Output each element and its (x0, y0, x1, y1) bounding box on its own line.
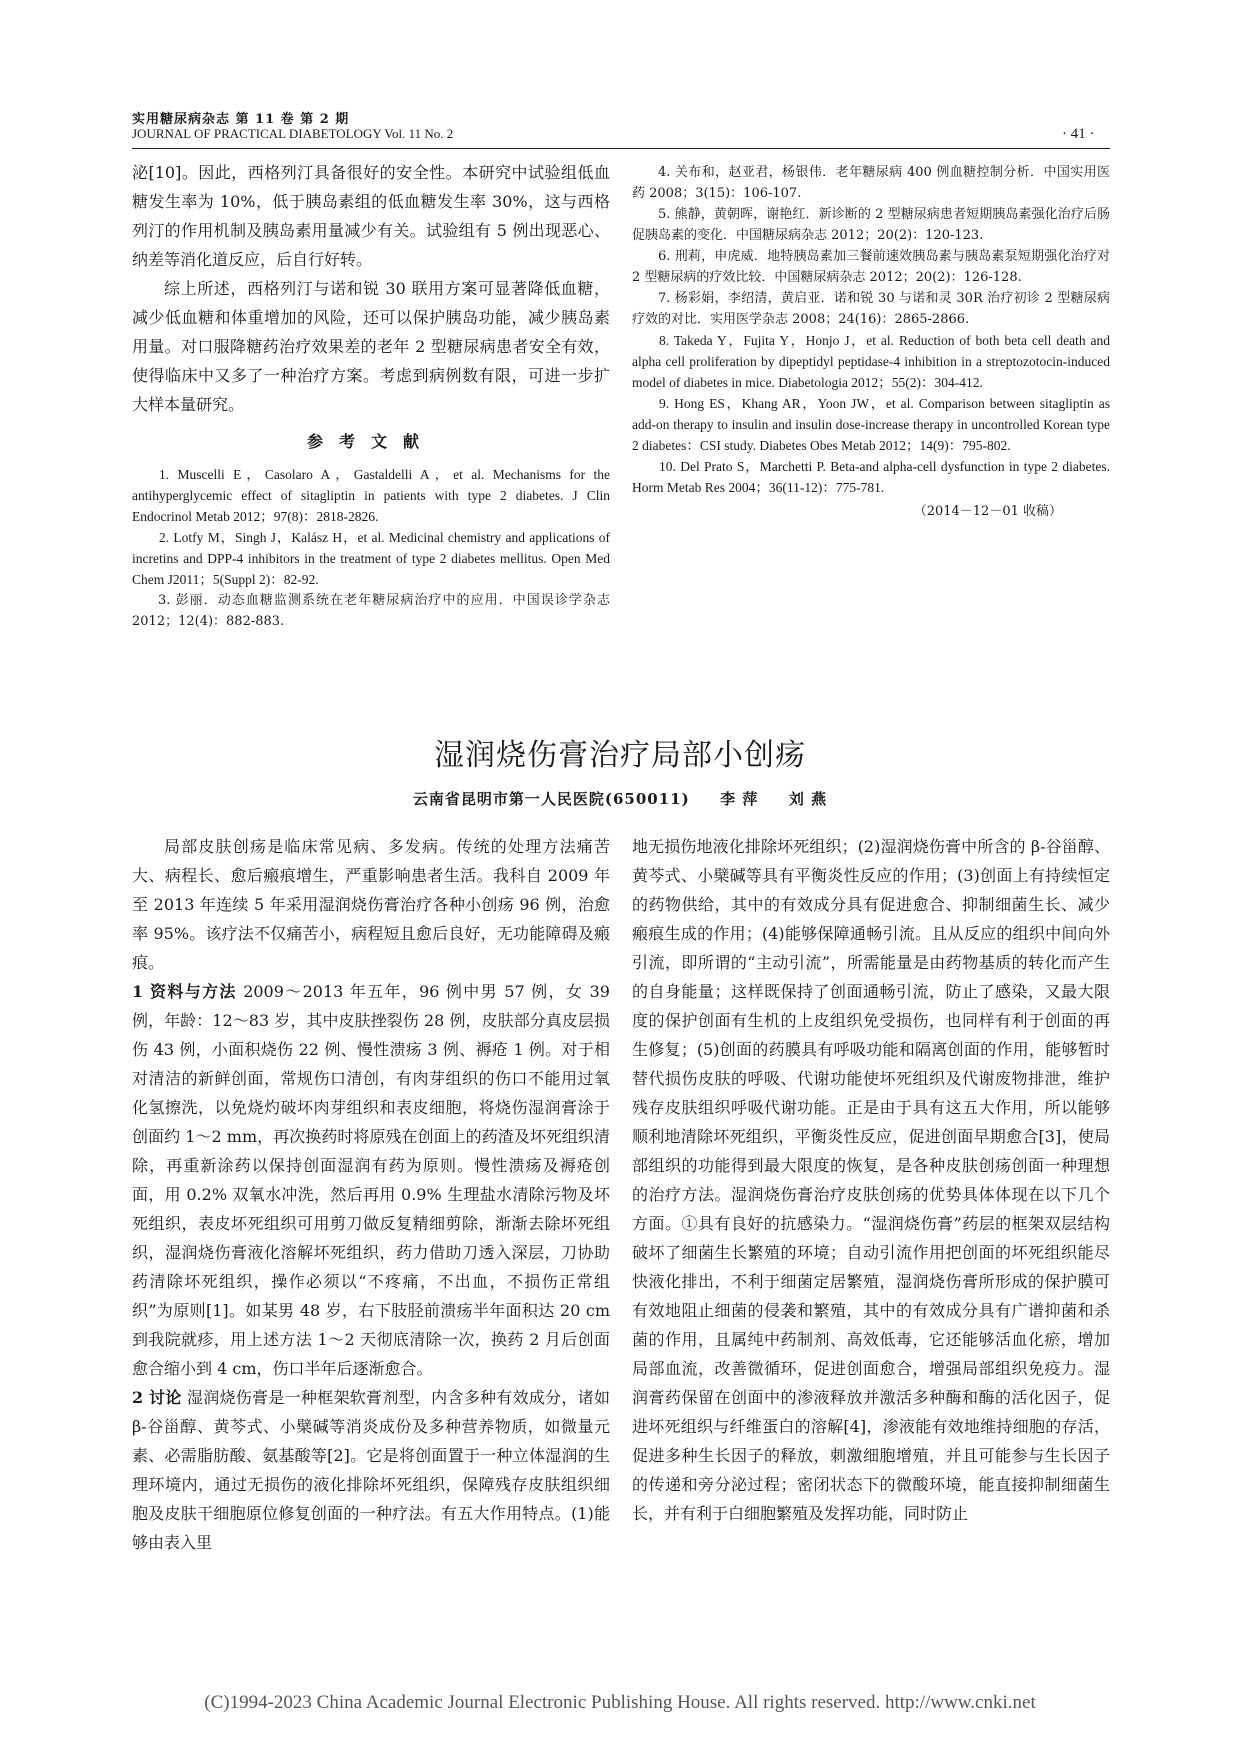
prev-paragraph-2: 综上所述，西格列汀与诺和锐 30 联用方案可显著降低血糖，减少低血糖和体重增加的风险，还可以保护胰岛功能，减少胰岛素用量。对口服降糖药治疗效果差的老年 2 型糖尿病患者安全有效，使得临床中又多了一种治疗方案。考虑到病例数有限，可进一步扩大样本量研究。 (132, 279, 610, 414)
affiliation: 云南省昆明市第一人民医院(650011) (412, 790, 690, 808)
body-paragraph-discussion (132, 1383, 610, 1557)
paragraph-text: 2009～2013 年五年，96 例中男 57 例，女 39 例，年龄：12～83 岁，其中皮肤挫裂伤 28 例，皮肤部分真皮层损伤 43 例，小面积烧伤 22 例、慢性溃疡 3 例、褥疮 1 例。对于相对清洁的新鲜创面，常规伤口清创，有肉芽组织的伤口不能用过氧化氢擦洗，以免烧灼破坏肉芽组织和表皮细胞，将烧伤湿润膏涂于创面约 1～2 mm，再次换药时将原残在创面上的药渣及坏死组织清除，再重新涂药以保持创面湿润有药为原则。慢性溃疡及褥疮创面，用 0.2% 双氧水冲洗，然后再用 0.9% 生理盐水清除污物及坏死组织，表皮坏死组织可用剪刀做反复精细剪除，渐渐去除坏死组织，湿润烧伤膏液化溶解坏死组织，药力借助刀透入深层，刀协助药清除坏死组织，操作必须以“不疼痛，不出血，不损伤正常组织”为原则[1]。如某男 48 岁，右下肢胫前溃疡半年面积达 20 cm 到我院就疹，用上述方法 1～2 天彻底清除一次，换药 2 月后创面愈合缩小到 4 cm，伤口半年后逐渐愈合。 (132, 982, 610, 1378)
article-title: 湿润烧伤膏治疗局部小创疡 (434, 738, 806, 773)
reference-9: 9. Hong ES，Khang AR，Yoon JW，et al. Comparison between sitagliptin as add-on therapy to insulin and insulin dose-increase therapy in uncontrolled Korean type 2 diabetes：CSI study. Diabetes Obes Metab 2012；14(9)：795-802. (632, 396, 1110, 453)
reference-6: 6. 刑莉，申虎威．地特胰岛素加三餐前速效胰岛素与胰岛素泵短期强化治疗对 2 型糖尿病的疗效比较．中国糖尿病杂志 2012；20(2)：126-128. (632, 249, 1110, 285)
reference-5: 5. 熊静，黄朝晖，谢艳红．新诊断的 2 型糖尿病患者短期胰岛素强化治疗后肠促胰岛素的变化．中国糖尿病杂志 2012；20(2)：120-123. (632, 207, 1110, 243)
reference-8: 8. Takeda Y，Fujita Y，Honjo J，et al. Reduction of both beta cell death and alpha cell proliferation by dipeptidyl peptidase-4 inhibition in a streptozotocin-induced model of diabetes in mice. Diabetologia 2012；55(2)：304-412. (632, 333, 1110, 390)
reference-2: 2. Lotfy M，Singh J，Kalász H，et al. Medicinal chemistry and applications of incretins and DPP-4 inhibitors in the treatment of type 2 diabetes mellitus. Open Med Chem J2011；5(Suppl 2)：82-92. (132, 530, 610, 587)
references-heading: 参考文献 (306, 432, 435, 451)
reference-3: 3. 彭丽．动态血糖监测系统在老年糖尿病治疗中的应用．中国误诊学杂志 2012；12(4)：882-883. (132, 593, 610, 629)
author-2: 刘 燕 (788, 790, 828, 808)
page-number: · 41 · (1062, 126, 1095, 142)
paragraph-text: 局部皮肤创疡是临床常见病、多发病。传统的处理方法痛苦大、病程长、愈后瘢痕增生，严重影响患者生活。我科自 2009 年至 2013 年连续 5 年采用湿润烧伤膏治疗各种小创疡 96 例，治愈率 95%。该疗法不仅痛苦小，病程短且愈后良好，无功能障碍及瘢痕。 (132, 837, 610, 972)
body-paragraph-methods (132, 977, 610, 1383)
header-rule (132, 148, 1110, 149)
article-left-column (132, 832, 610, 1557)
body-paragraph-continued: 地无损伤地液化排除坏死组织；(2)湿润烧伤膏中所含的 β-谷甾醇、黄芩式、小檗碱等具有平衡炎性反应的作用；(3)创面上有持续恒定的药物供给，其中的有效成分具有促进愈合、抑制细菌生长、减少瘢痕生成的作用；(4)能够保障通畅引流。且从反应的组织中间向外引流，即所谓的“主动引流”，所需能量是由药物基质的转化而产生的自身能量；这样既保持了创面通畅引流，防止了感染，又最大限度的保护创面有生机的上皮组织免受损伤，也同样有利于创面的再生修复；(5)创面的药膜具有呼吸功能和隔离创面的作用，能够暂时替代损伤皮肤的呼吸、代谢功能使坏死组织及代谢废物排泄，维护残存皮肤组织呼吸代谢功能。正是由于具有这五大作用，所以能够顺利地清除坏死组织，平衡炎性反应，促进创面早期愈合[3]，使局部组织的功能得到最大限度的恢复，是各种皮肤创疡创面一种理想的治疗方法。湿润烧伤膏治疗皮肤创疡的优势具体体现在以下几个方面。①具有良好的抗感染力。“湿润烧伤膏”药层的框架双层结构破坏了细菌生长繁殖的环境；自动引流作用把创面的坏死组织能尽快液化排出，不利于细菌定居繁殖，湿润烧伤膏所形成的保护膜可有效地阻止细菌的侵袭和繁殖，其中的有效成分具有广谱抑菌和杀菌的作用，且属纯中药制剂、高效低毒，它还能够活血化瘀，增加局部血流，改善微循环，促进创面愈合，增强局部组织免疫力。湿润膏药保留在创面中的渗液释放并激活多种酶和酶的活化因子，促进坏死组织与纤维蛋白的溶解[4]，渗液能有效地维持细胞的存活，促进多种生长因子的释放，刺激细胞增殖，并且可能参与生长因子的传递和旁分泌过程；密闭状态下的微酸环境，能直接抑制细菌生长，并有利于白细胞繁殖及发挥功能，同时防止 (632, 837, 1110, 1523)
copyright-footer: (C)1994-2023 China Academic Journal Electronic Publishing House. All rights reserved. http://www.cnki.net (204, 1692, 1036, 1713)
author-1: 李 萍 (720, 790, 759, 808)
reference-10: 10. Del Prato S，Marchetti P. Beta-and alpha-cell dysfunction in type 2 diabetes. Horm Metab Res 2004；36(11-12)：775-781. (632, 459, 1110, 495)
paragraph-text: 湿润烧伤膏是一种框架软膏剂型，内含多种有效成分，诸如 β-谷甾醇、黄芩式、小檗碱等消炎成份及多种营养物质，如微量元素、必需脂肪酸、氨基酸等[2]。它是将创面置于一种立体湿润的生理环境内，通过无损伤的液化排除坏死组织，保障残存皮肤组织细胞及皮肤干细胞原位修复创面的一种疗法。有五大作用特点。(1)能够由表入里 (132, 1388, 610, 1552)
prev-paragraph-1: 泌[10]。因此，西格列汀具备很好的安全性。本研究中试验组低血糖发生率为 10%，低于胰岛素组的低血糖发生率 30%，这与西格列汀的作用机制及胰岛素用量减少有关。试验组有 5 例出现恶心、纳差等消化道反应，后自行好转。 (132, 163, 610, 269)
journal-header-cn: 实用糖尿病杂志 第 11 卷 第 2 期 (132, 112, 350, 127)
reference-4: 4. 关布和，赵亚君，杨银伟．老年糖尿病 400 例血糖控制分析．中国实用医药 2008；3(15)：106-107. (632, 165, 1110, 201)
prev-article-right-column (632, 162, 1110, 519)
section-heading-methods: 1 资料与方法 (132, 982, 237, 1001)
journal-header-en: JOURNAL OF PRACTICAL DIABETOLOGY Vol. 11 No. 2 (132, 126, 454, 141)
reference-1: 1. Muscelli E，Casolaro A，Gastaldelli A，et al. Mechanisms for the antihyperglycemic effect of sitagliptin in patients with type 2 diabetes. J Clin Endocrinol Metab 2012；97(8)：2818-2826. (132, 467, 610, 524)
article-authors (0, 788, 1240, 809)
article-right-column (632, 832, 1110, 1528)
body-paragraph-intro (132, 832, 610, 977)
section-heading-discussion: 2 讨论 (132, 1388, 182, 1407)
prev-article-left-column (132, 158, 610, 632)
reference-7: 7. 杨彩娟，李绍清，黄启亚．诺和锐 30 与诺和灵 30R 治疗初诊 2 型糖尿病疗效的对比．实用医学杂志 2008；24(16)：2865-2866. (632, 291, 1110, 327)
received-date: （2014－12－01 收稿） (913, 504, 1062, 519)
